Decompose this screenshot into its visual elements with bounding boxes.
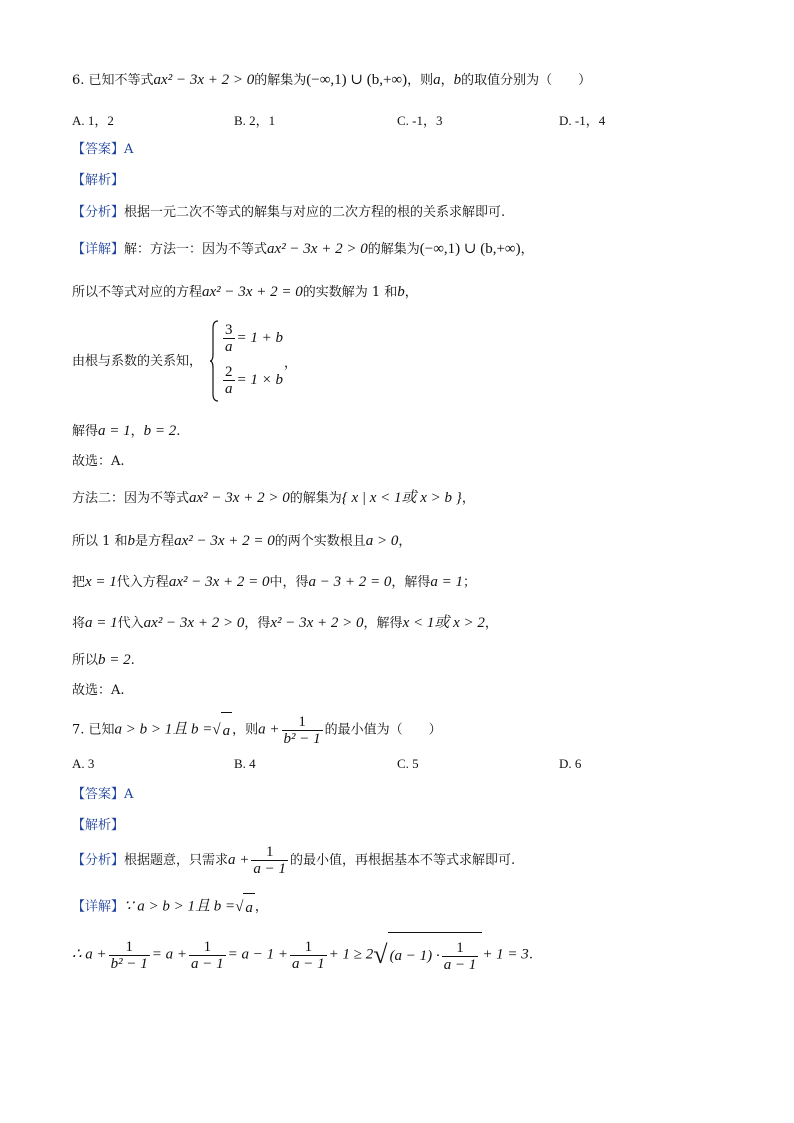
q7-final-frac2 xyxy=(189,939,226,972)
sqrt-icon: √ xyxy=(235,899,244,915)
q6-method2-line3 xyxy=(72,572,476,593)
frac-den: a xyxy=(225,339,233,355)
q7-sqrt-radicand: a xyxy=(221,712,233,748)
q6-m2l4-math-2: ax² − 3x + 2 > 0 xyxy=(143,615,245,631)
q7-detail-end: ， xyxy=(254,899,268,915)
q6-line2-var: b xyxy=(397,284,405,300)
sqrt-icon: √ xyxy=(373,940,388,969)
q7-rad-factor: (a − 1) · xyxy=(389,948,440,964)
q6-m2l2-math-2: a > 0 xyxy=(365,533,399,549)
q7-final-pre: ∴ a + xyxy=(72,946,107,963)
q6-vieta-eq1 xyxy=(221,322,283,355)
q6-m2l4-math-3: x² − 3x + 2 > 0 xyxy=(270,615,364,631)
q7-final-eq3: + 1 ≥ 2 xyxy=(328,946,374,963)
q6-solve-sep: ， xyxy=(130,424,144,439)
q6-m2l4-text-4: ，解得 xyxy=(363,616,403,631)
q6-m2l3-math: x = 1 xyxy=(85,574,117,590)
q7-stem-text-3: 的最小值为（ ） xyxy=(324,722,442,738)
frac-den: a − 1 xyxy=(292,955,325,972)
q7-expr: a + xyxy=(258,721,280,738)
q7-detail-tag: 【详解】 xyxy=(72,899,125,915)
q6-solve-end: . xyxy=(176,424,181,439)
q6-vieta-end: ， xyxy=(284,356,298,371)
frac-den: a − 1 xyxy=(443,956,477,973)
q7-stem xyxy=(72,712,442,748)
q6-m2l4-text-3: ，得 xyxy=(244,616,271,631)
q7-stem-text-2: ，则 xyxy=(232,722,259,738)
q6-method2-line4 xyxy=(72,613,498,634)
q6-m2l3-text-3: 中，得 xyxy=(269,575,309,590)
q6-fenxi-tag: 【分析】 xyxy=(72,205,125,220)
q7-condition: a > b > 1且 b = xyxy=(114,721,213,738)
q7-final-radicand xyxy=(388,932,483,978)
q7-detail-line1 xyxy=(72,893,268,921)
q7-final-eq1: = a + xyxy=(151,946,188,963)
q6-vieta-frac2 xyxy=(223,364,235,397)
q6-m2l3-math-4: a = 1 xyxy=(430,574,464,590)
q7-detail-sqrt-radicand: a xyxy=(243,893,255,921)
q7-final-frac4 xyxy=(442,940,479,973)
frac-num: 1 xyxy=(442,940,479,957)
q6-option-a: A. 1，2 xyxy=(72,113,114,128)
q7-answer: 【答案】A xyxy=(72,787,134,802)
q6-m2l2-var: b xyxy=(127,533,136,549)
q7-stem-text: 7. 已知 xyxy=(72,722,115,738)
q6-solve-b: b = 2 xyxy=(143,423,177,439)
q7-option-d: D. 6 xyxy=(559,756,582,771)
q7-final-frac1 xyxy=(109,939,150,972)
q7-final-sqrt xyxy=(373,932,482,978)
q6-stem-text-3: ，则 xyxy=(407,73,434,88)
q6-fenxi-text: 根据一元二次不等式的解集与对应的二次方程的根的关系求解即可. xyxy=(124,205,506,220)
q6-line1-end: ， xyxy=(520,242,534,257)
frac-den: b² − 1 xyxy=(283,730,321,747)
q7-option-a: A. 3 xyxy=(72,756,95,771)
q6-m2-set: { x | x < 1或 x > b } xyxy=(341,490,462,506)
q6-m2l4-end: ， xyxy=(484,616,498,631)
q6-m2l4-text: 将 xyxy=(72,616,86,631)
q7-fenxi-text-2: 的最小值，再根据基本不等式求解即可. xyxy=(290,853,516,868)
q6-m2l5-text: 所以 xyxy=(72,653,99,668)
q6-detail-tag: 【详解】 xyxy=(72,242,125,257)
q6-m2-end: ， xyxy=(461,491,475,506)
q6-detail-line2 xyxy=(72,282,418,303)
q6-m2l2-text-3: 的两个实数根且 xyxy=(274,534,366,549)
q7-option-b: B. 4 xyxy=(234,756,256,771)
q6-m2l3-text: 把 xyxy=(72,575,86,590)
q6-stem xyxy=(72,70,591,91)
q6-line2-text: 所以不等式对应的方程 xyxy=(72,285,203,300)
q6-m2l4-text-2: 代入 xyxy=(117,616,144,631)
frac-num: 2 xyxy=(225,364,233,380)
q6-analysis-heading: 【解析】 xyxy=(72,173,125,188)
q6-vieta-label: 由根与系数的关系知， xyxy=(72,354,203,369)
q6-solve-a: a = 1 xyxy=(98,423,131,439)
q6-m2l3-end: ； xyxy=(463,575,477,590)
q7-final-line xyxy=(72,932,533,978)
q6-answer: 【答案】A xyxy=(72,142,134,157)
frac-num: 1 xyxy=(109,939,150,956)
q6-method2-line5 xyxy=(72,650,135,671)
q6-option-d: D. -1，4 xyxy=(559,113,606,128)
q7-detail-sqrt xyxy=(235,893,255,921)
frac-den: a − 1 xyxy=(191,955,224,972)
q6-vieta-rhs1: = 1 + b xyxy=(236,330,283,346)
q6-choose-2: 故选：A. xyxy=(72,683,125,698)
frac-num: 3 xyxy=(225,322,233,338)
q6-vieta-brace xyxy=(210,320,218,402)
q6-m2l4-math: a = 1 xyxy=(85,615,118,631)
q6-line2-end: ， xyxy=(404,285,418,300)
q7-fenxi-tag: 【分析】 xyxy=(72,853,125,868)
q6-solve-text: 解得 xyxy=(72,424,99,439)
left-brace-icon xyxy=(210,320,220,402)
q7-fenxi-expr: a + xyxy=(228,852,250,868)
q7-fenxi-frac xyxy=(251,844,288,877)
q6-m2-text: 方法二：因为不等式 xyxy=(72,491,190,506)
q6-m2l3-math-3: a − 3 + 2 = 0 xyxy=(308,574,392,590)
q6-m2l4-math-4: x < 1或 x > 2 xyxy=(402,615,485,631)
q6-vieta-rhs2: = 1 × b xyxy=(236,372,283,388)
q6-m2l2-text-2: 是方程 xyxy=(135,534,175,549)
q6-solution-set: (−∞,1) ∪ (b,+∞) xyxy=(306,72,408,88)
q6-m2l3-math-2: ax² − 3x + 2 = 0 xyxy=(168,574,270,590)
q6-inequality: ax² − 3x + 2 > 0 xyxy=(153,72,255,88)
q6-m2l2-math: ax² − 3x + 2 = 0 xyxy=(174,533,275,549)
q6-m2l2-text: 所以 1 和 xyxy=(72,534,128,549)
q7-detail-math: ∵ a > b > 1且 b = xyxy=(124,898,236,915)
q7-fenxi xyxy=(72,843,515,878)
q6-m2l3-text-4: ，解得 xyxy=(391,575,431,590)
q6-fenxi xyxy=(72,203,505,223)
q7-option-c: C. 5 xyxy=(397,756,419,771)
q6-choose-1: 故选：A. xyxy=(72,454,125,469)
frac-den: b² − 1 xyxy=(110,955,148,972)
q7-frac xyxy=(282,714,323,747)
q6-line1-set: (−∞,1) ∪ (b,+∞) xyxy=(419,241,521,257)
q6-line1-math: ax² − 3x + 2 > 0 xyxy=(267,241,368,257)
frac-num: 1 xyxy=(290,939,327,956)
q7-final-eq4: + 1 = 3 xyxy=(482,946,529,963)
frac-num: 1 xyxy=(282,714,323,731)
frac-den: a − 1 xyxy=(253,861,287,877)
q6-vieta-eq2 xyxy=(221,364,283,397)
q6-vieta-frac1 xyxy=(223,322,235,355)
q6-var-b: b xyxy=(453,72,462,88)
q7-final-eq2: = a − 1 + xyxy=(227,946,289,963)
q6-detail-line1 xyxy=(72,239,534,260)
frac-num: 1 xyxy=(189,939,226,956)
q6-m2-text-2: 的解集为 xyxy=(289,491,342,506)
q6-line1-text: 解：方法一：因为不等式 xyxy=(124,242,268,257)
q6-m2l5-end: . xyxy=(130,653,135,668)
q7-fenxi-text: 根据题意，只需求 xyxy=(124,853,229,868)
q6-stem-text-4: 的取值分别为（ ） xyxy=(461,73,592,88)
q6-comma: ， xyxy=(440,73,454,88)
q6-var-a: a xyxy=(433,72,441,88)
sqrt-icon: √ xyxy=(212,722,221,738)
q6-stem-text-2: 的解集为 xyxy=(254,73,307,88)
q6-method2-line1 xyxy=(72,488,475,509)
q6-line1-text-2: 的解集为 xyxy=(367,242,420,257)
q6-option-b: B. 2，1 xyxy=(234,113,276,128)
q7-final-end: . xyxy=(528,947,533,963)
frac-num: 1 xyxy=(251,844,288,861)
q6-solve xyxy=(72,421,180,442)
q6-method2-line2 xyxy=(72,531,411,552)
q7-analysis-heading: 【解析】 xyxy=(72,818,125,833)
q6-m2l3-text-2: 代入方程 xyxy=(116,575,169,590)
q6-m2-math: ax² − 3x + 2 > 0 xyxy=(189,490,290,506)
q6-stem-text: 6. 已知不等式 xyxy=(72,73,154,88)
q6-option-c: C. -1，3 xyxy=(397,113,443,128)
q6-line2-math: ax² − 3x + 2 = 0 xyxy=(202,284,303,300)
q7-final-frac3 xyxy=(290,939,327,972)
frac-den: a xyxy=(225,381,233,397)
q6-line2-text-2: 的实数解为 1 和 xyxy=(302,285,398,300)
q7-sqrt xyxy=(212,712,232,748)
q6-m2l5-math: b = 2 xyxy=(98,652,131,668)
q6-m2l2-end: ， xyxy=(398,534,412,549)
